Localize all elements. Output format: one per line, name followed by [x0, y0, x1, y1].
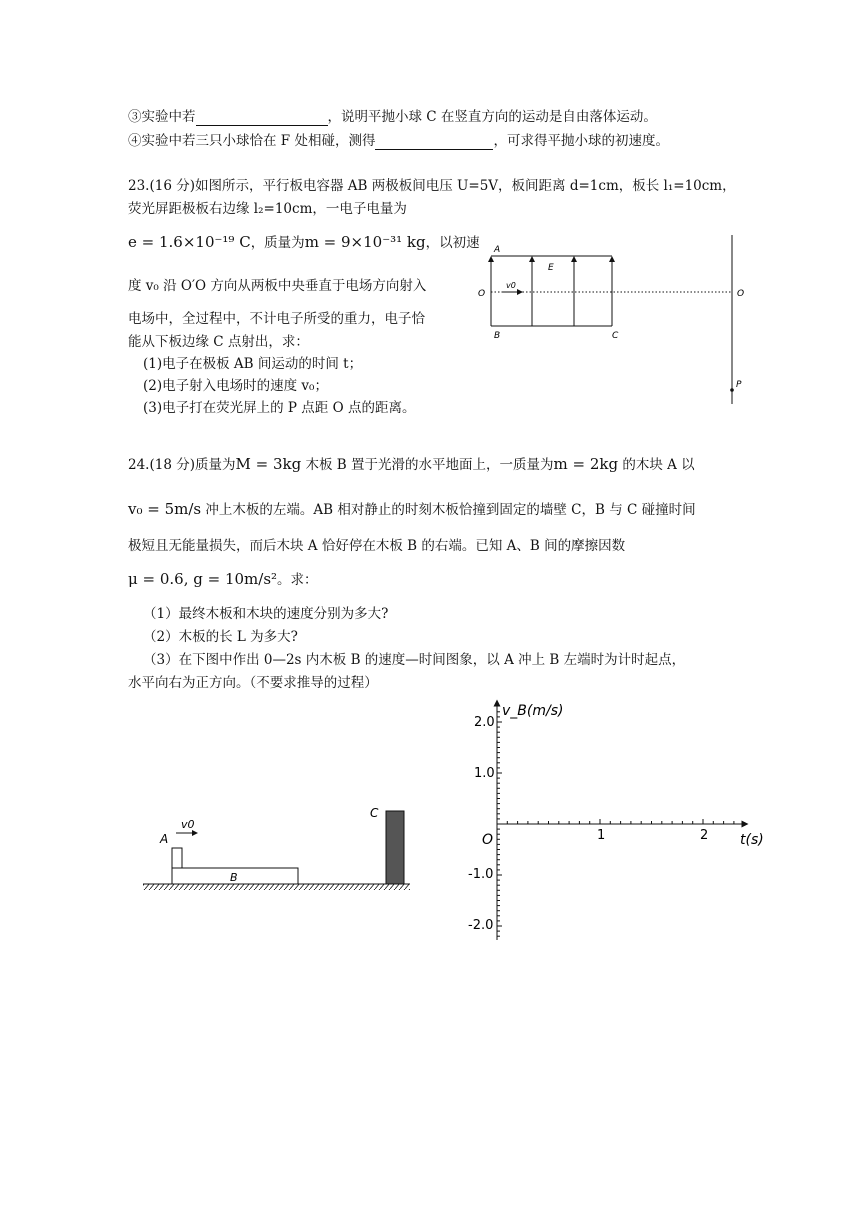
label-a: A: [160, 832, 169, 846]
q24-sub3b: 水平向右为正方向。（不要求推导的过程）: [128, 675, 378, 691]
label-e: E: [548, 263, 554, 273]
q23-line1: 23.(16 分)如图所示，平行板电容器 AB 两极板间电压 U=5V，板间距离 d=1cm，板长 l₁=10cm，: [128, 178, 736, 194]
q24-mass-block: m = 2kg: [553, 455, 619, 473]
q22-item4-post: ，可求得平抛小球的初速度。: [493, 133, 669, 149]
q24-line1: [128, 455, 695, 474]
q24-sub3: （3）在下图中作出 0—2s 内木板 B 的速度—时间图象，以 A 冲上 B 左端时为计时起点，: [143, 652, 686, 668]
y-tick-neg2: -2.0: [468, 918, 494, 933]
label-b: B: [494, 331, 501, 341]
q24-v0: v₀ = 5m/s: [128, 500, 202, 518]
q24-line2: [128, 500, 696, 519]
label-c: C: [370, 806, 379, 820]
y-tick-neg1: -1.0: [468, 867, 494, 882]
q22-item3-post: ，说明平抛小球 C 在竖直方向的运动是自由落体运动。: [327, 109, 657, 125]
ground-hatch: [143, 884, 410, 890]
q24-line4: [128, 570, 318, 589]
q22-item3-pre: ③实验中若: [128, 109, 196, 125]
wall-c: [386, 811, 404, 884]
q24-line1-pre: 24.(18 分)质量为: [128, 457, 236, 473]
origin-label: O: [482, 832, 494, 848]
q23-sub3: (3)电子打在荧光屏上的 P 点距 O 点的距离。: [143, 400, 416, 416]
q22-item4-blank[interactable]: [375, 135, 493, 150]
q24-line3: 极短且无能量损失，而后木块 A 恰好停在木板 B 的右端。已知 A、B 间的摩擦因数: [128, 538, 626, 554]
q23-line3: [128, 233, 480, 252]
q22-item4: [128, 132, 669, 150]
y-tick-2: 2.0: [474, 715, 495, 730]
q24-board-diagram: [140, 805, 420, 900]
q23-charge: e = 1.6×10⁻¹⁹ C: [128, 233, 251, 251]
q24-mu-g: μ = 0.6, g = 10m/s²: [128, 570, 278, 588]
q23-sub1: (1)电子在极板 AB 间运动的时间 t；: [143, 356, 363, 372]
x-axis-label: t(s): [740, 832, 764, 848]
y-tick-1: 1.0: [474, 766, 495, 781]
label-a: A: [494, 245, 501, 255]
label-v0: v0: [181, 818, 195, 831]
q22-item3: [128, 108, 657, 126]
q24-line1-post: 的木块 A 以: [618, 457, 695, 473]
q24-line4-post: 。求：: [277, 572, 318, 588]
q24-line1-mid: 木板 B 置于光滑的水平地面上，一质量为: [301, 457, 554, 473]
x-tick-2: 2: [700, 828, 709, 843]
q24-line2-post: 冲上木板的左端。AB 相对静止的时刻木板恰撞到固定的墙壁 C，B 与 C 碰撞时间: [201, 502, 696, 518]
point-p: [730, 388, 734, 392]
q23-line6: 能从下板边缘 C 点射出，求：: [128, 334, 309, 350]
label-v0: v0: [506, 281, 516, 290]
q23-line3-mid: ，质量为: [250, 235, 305, 251]
y-axis-label: v_B(m/s): [502, 703, 564, 719]
q23-mass: m = 9×10⁻³¹ kg: [304, 233, 426, 251]
q23-capacitor-diagram: [470, 232, 770, 412]
block-a: [172, 848, 182, 868]
q23-line4: 度 v₀ 沿 O′O 方向从两板中央垂直于电场方向射入: [128, 278, 427, 294]
q24-vt-graph: [460, 695, 780, 945]
x-minor-ticks: [507, 819, 734, 824]
label-o-left: O: [478, 289, 486, 299]
label-b: B: [230, 871, 238, 884]
x-tick-1: 1: [597, 828, 606, 843]
q23-sub2: (2)电子射入电场时的速度 v₀；: [143, 378, 328, 394]
q23-line5: 电场中，全过程中，不计电子所受的重力，电子恰: [128, 311, 425, 327]
q24-mass-board: M = 3kg: [235, 455, 302, 473]
q23-line3-post: ，以初速: [425, 235, 480, 251]
label-o-right: O: [737, 289, 745, 299]
q23-line2: 荧光屏距极板右边缘 l₂=10cm，一电子电量为: [128, 201, 407, 217]
label-c: C: [612, 331, 619, 341]
label-p: P: [736, 380, 742, 390]
q24-sub2: （2）木板的长 L 为多大?: [143, 629, 298, 645]
q22-item4-pre: ④实验中若三只小球恰在 F 处相碰，测得: [128, 133, 376, 149]
q24-sub1: （1）最终木板和木块的速度分别为多大?: [143, 606, 389, 622]
q22-item3-blank[interactable]: [196, 111, 328, 126]
